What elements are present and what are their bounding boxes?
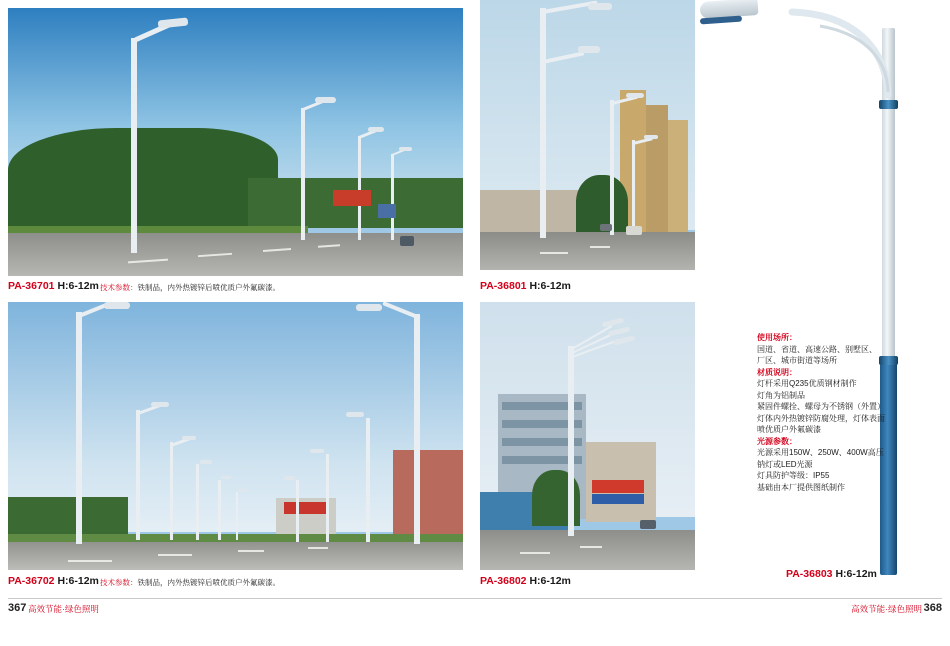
street-light-pole	[391, 154, 394, 240]
material-line: 灯角为铝制品	[757, 390, 805, 400]
caption-bottom-left	[8, 575, 99, 587]
street-light-pole	[296, 480, 299, 542]
vehicle	[600, 224, 612, 231]
lamp-head	[104, 302, 130, 309]
street-light-pole	[196, 464, 199, 540]
lane-marking	[580, 546, 602, 548]
product-height: H:6-12m	[835, 568, 877, 580]
storefront-sign	[592, 494, 644, 504]
lamp-head	[284, 476, 295, 480]
caption-top-right	[480, 280, 571, 292]
lamp-head	[315, 97, 336, 103]
street-light-pole	[358, 136, 361, 240]
high-rise-building	[668, 120, 688, 235]
photo-bottom-left	[8, 302, 463, 570]
light-line: 基础由本厂提供图纸制作	[757, 482, 845, 492]
lane-marking	[590, 246, 610, 248]
street-light-pole	[366, 418, 370, 542]
material-line: 灯杆采用Q235优质钢材制作	[757, 379, 857, 388]
product-height: H:6-12m	[529, 575, 571, 587]
building	[393, 450, 463, 545]
spec-label: 技术参数：	[100, 283, 138, 292]
material-line: 灯体内外热镀锌防腐处理，灯体表面	[757, 413, 885, 423]
product-height: H:6-12m	[529, 280, 571, 292]
lamp-head	[310, 449, 324, 453]
vehicle	[640, 520, 656, 529]
caption-top-left	[8, 280, 99, 292]
lamp-head	[588, 3, 612, 10]
lane-marking	[238, 550, 264, 552]
street-light-pole	[414, 314, 420, 544]
page-number-left: 367	[8, 602, 27, 614]
usage-line: 厂区、城市街道等场所	[757, 356, 837, 365]
light-line: 灯具防护等级：IP55	[757, 471, 830, 480]
photo-tall-right	[700, 0, 950, 590]
page-number-right: 368	[923, 602, 942, 614]
lamp-head	[221, 476, 231, 479]
lamp-head	[644, 135, 658, 139]
street-light-pole	[301, 108, 305, 240]
street-light-pole	[326, 454, 329, 542]
spec-label: 技术参数：	[100, 578, 138, 587]
usage-header: 使用场所：	[757, 333, 797, 342]
roadway	[480, 530, 695, 570]
high-rise-building	[646, 105, 668, 235]
photo-bottom-right	[480, 302, 695, 570]
caption-tall-right	[786, 568, 877, 580]
lane-marking	[68, 560, 112, 562]
lamp-head	[356, 304, 382, 311]
light-line: 钠灯或LED光源	[757, 459, 813, 469]
lane-marking	[540, 252, 568, 254]
product-height: H:6-12m	[57, 280, 99, 292]
vehicle	[400, 236, 414, 246]
roadway	[480, 232, 695, 270]
usage-line: 国道、省道、高速公路、别墅区、	[757, 344, 877, 354]
footer-divider	[8, 598, 942, 599]
lamp-head	[238, 489, 247, 492]
spec-text: 铁制品，内外热镀锌后喷优质户外氟碳漆。	[137, 578, 280, 587]
lamp-head	[346, 412, 364, 417]
roadway	[8, 233, 463, 276]
lane-marking	[520, 552, 550, 554]
spec-note-bottom-left	[100, 577, 280, 588]
storefront-sign	[592, 480, 644, 493]
light-line: 光源采用150W、250W、400W高压	[757, 448, 884, 457]
spec-note-top-left	[100, 282, 280, 293]
product-code: PA-36801	[480, 280, 527, 292]
street-light-pole	[568, 346, 574, 536]
street-light-pole	[218, 480, 221, 540]
street-light-pole	[632, 140, 635, 235]
lamp-head	[578, 46, 600, 53]
spec-text: 铁制品，内外热镀锌后喷优质户外氟碳漆。	[137, 283, 280, 292]
lamp-head	[399, 147, 412, 151]
treeline	[8, 128, 278, 233]
lamp-head	[368, 127, 384, 132]
billboard	[284, 502, 328, 514]
billboard	[333, 190, 371, 206]
lamp-head	[151, 402, 169, 407]
street-light-pole	[131, 38, 137, 253]
product-code: PA-36802	[480, 575, 527, 587]
footer-slogan-right: 高效节能·绿色照明	[851, 604, 922, 614]
roadway	[8, 540, 463, 570]
street-light-pole	[136, 410, 140, 540]
footer-slogan-left: 高效节能·绿色照明	[28, 604, 99, 614]
light-header: 光源参数：	[757, 436, 797, 446]
roadside-sign	[378, 204, 396, 218]
lamp-head	[182, 436, 196, 440]
product-code: PA-36803	[786, 568, 833, 580]
photo-top-right	[480, 0, 695, 270]
street-light-pole	[540, 8, 546, 238]
street-light-pole	[610, 100, 614, 235]
material-line: 紧固件螺拴、螺母为不锈钢（外置）	[757, 402, 885, 411]
street-light-pole	[236, 492, 238, 540]
lane-marking	[158, 554, 192, 556]
lamp-head	[626, 93, 644, 98]
street-light-pole	[170, 442, 173, 540]
product-height: H:6-12m	[57, 575, 99, 587]
street-light-pole	[76, 312, 82, 544]
specification-block	[757, 332, 942, 493]
product-code: PA-36702	[8, 575, 55, 587]
vehicle	[626, 226, 642, 235]
product-code: PA-36701	[8, 280, 55, 292]
caption-bottom-right	[480, 575, 571, 587]
lamp-head	[200, 460, 212, 464]
lane-marking	[308, 547, 328, 549]
material-header: 材质说明：	[757, 367, 797, 377]
photo-top-left	[8, 8, 463, 276]
material-line: 喷优质户外氟碳漆	[757, 425, 821, 434]
